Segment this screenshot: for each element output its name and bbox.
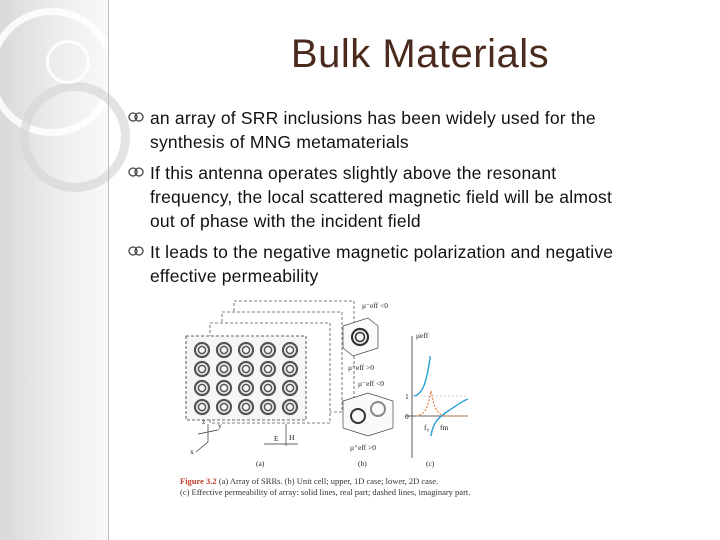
panel-c-permeability-plot	[405, 331, 468, 468]
decor-ring	[46, 40, 90, 84]
caption-text-2: (c) Effective permeability of array: solid lines, real part; dashed lines, imaginary part.	[180, 487, 471, 497]
slide-title: Bulk Materials	[290, 32, 550, 76]
tick-label-fm: fm	[440, 423, 449, 432]
left-divider	[108, 0, 109, 540]
panel-a-srr-array	[186, 301, 354, 468]
panel-b-label: (b)	[358, 459, 367, 468]
label-mu-neg-top: μ⁻eff <0	[362, 301, 389, 310]
tick-label-zero: 0	[405, 412, 409, 421]
caption-line	[180, 476, 540, 487]
bullet-item	[128, 106, 698, 154]
bullet-line: frequency, the local scattered magnetic field will be almost	[150, 187, 613, 207]
bullet-line: synthesis of MNG metamaterials	[150, 132, 409, 152]
caption-figure-number: Figure 3.2	[180, 476, 217, 486]
label-mu-pos-upper: μ⁺eff >0	[348, 363, 375, 372]
bullet-icon	[128, 110, 144, 124]
bullet-item	[128, 240, 698, 288]
bullet-line: effective permeability	[150, 266, 319, 286]
panel-a-label: (a)	[256, 459, 265, 468]
bullet-icon	[128, 244, 144, 258]
field-label-e: E	[274, 434, 279, 443]
left-decor-panel	[0, 0, 108, 540]
figure-caption	[180, 476, 540, 498]
decor-ring	[20, 82, 130, 192]
axis-label-z: z	[202, 417, 206, 426]
bullet-list	[128, 106, 698, 295]
bullet-line: It leads to the negative magnetic polarization and negative	[150, 242, 614, 262]
tick-label-f0: f₀	[424, 423, 430, 432]
bullet-line: out of phase with the incident field	[150, 211, 421, 231]
bullet-icon	[128, 165, 144, 179]
axis-label-mu-eff: μeff	[416, 331, 429, 340]
bullet-item	[128, 161, 698, 233]
srr-figure	[178, 296, 518, 496]
axis-label-x: x	[190, 447, 194, 456]
tick-label-one: 1	[405, 392, 409, 401]
label-mu-neg-mid: μ⁻eff <0	[358, 379, 385, 388]
srr-figure-graphic	[178, 296, 518, 476]
axis-label-y: y	[218, 421, 222, 430]
bullet-line: an array of SRR inclusions has been widely used for the	[150, 108, 596, 128]
bullet-line: If this antenna operates slightly above the resonant	[150, 163, 557, 183]
panel-c-label: (c)	[426, 459, 435, 468]
caption-text-1: (a) Array of SRRs. (b) Unit cell; upper, 1D case; lower, 2D case.	[218, 476, 439, 486]
label-mu-pos-low: μ⁺eff >0	[350, 443, 377, 452]
field-label-h: H	[289, 433, 295, 442]
